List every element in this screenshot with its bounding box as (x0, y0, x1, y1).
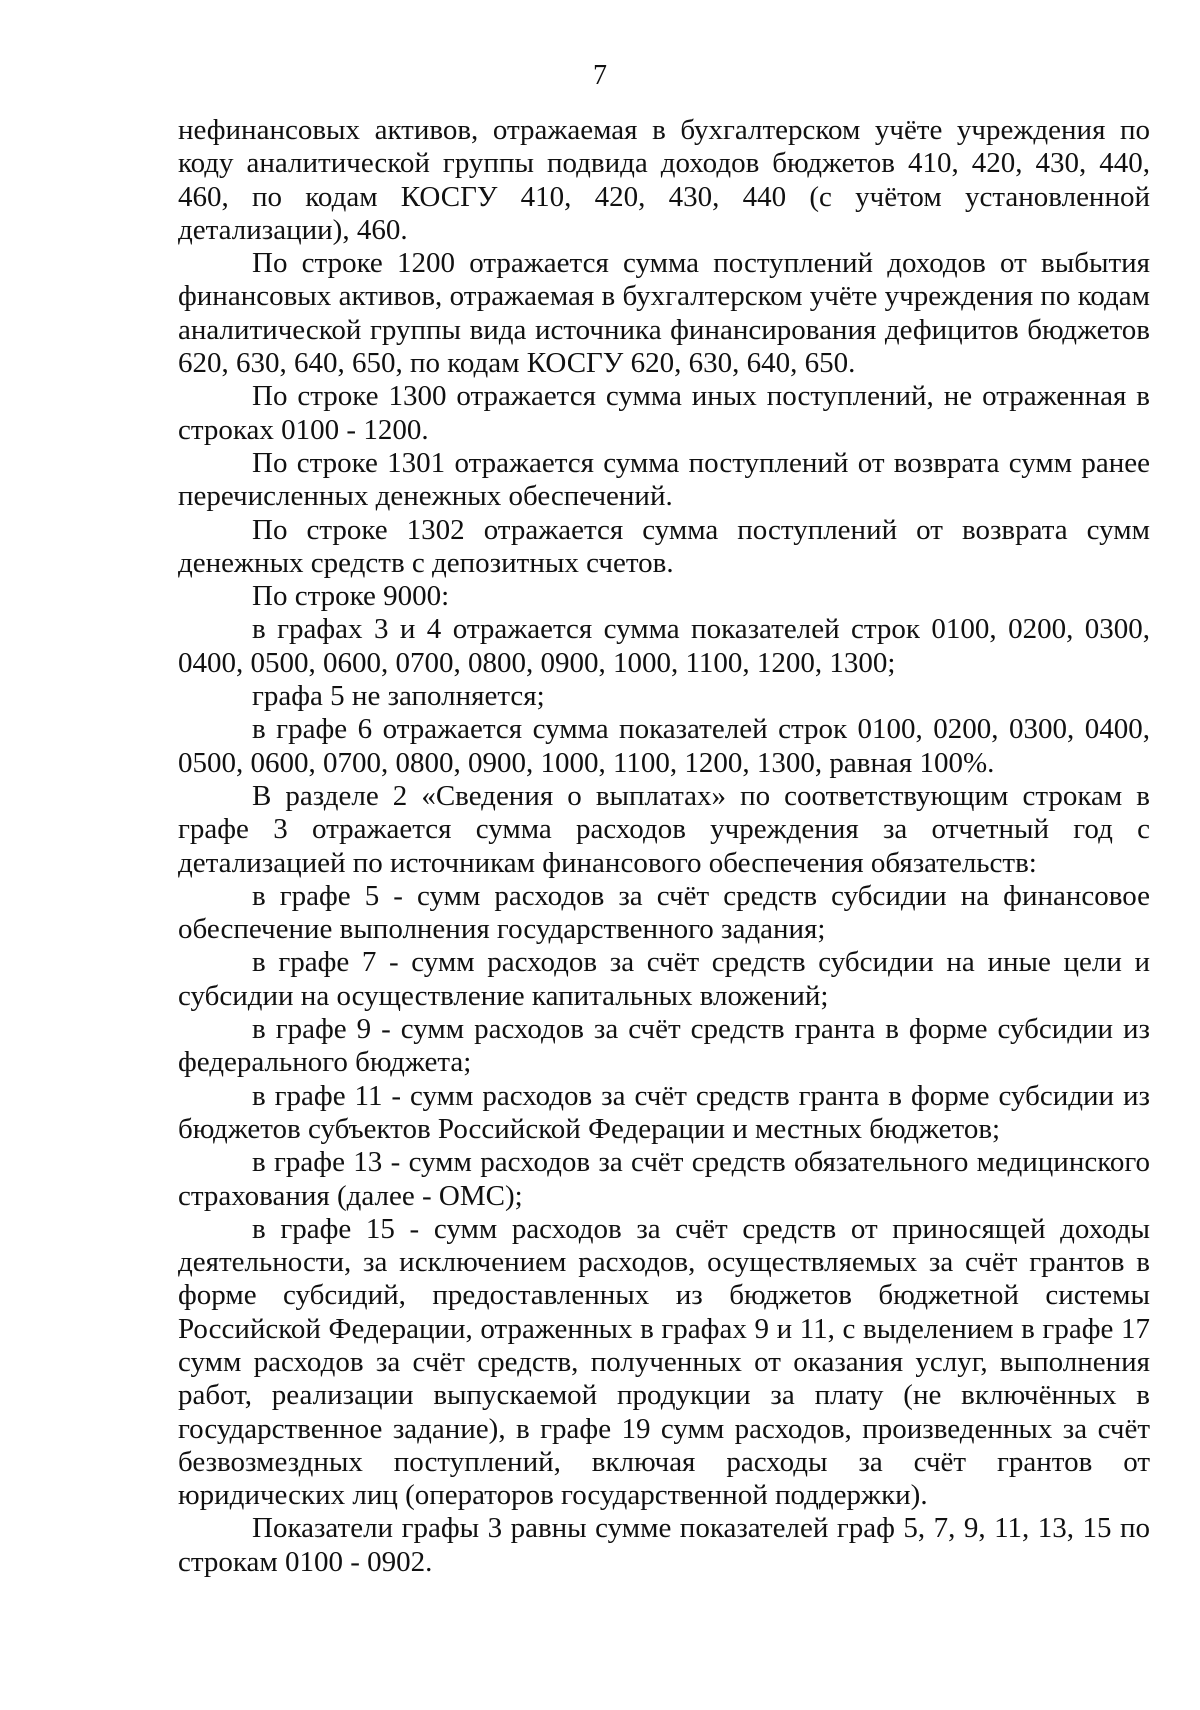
paragraph: По строке 9000: (252, 580, 450, 613)
page-number: 7 (593, 60, 607, 91)
paragraph: По строке 1302 отражается сумма поступлений от возврата сумм денежных средств с депозитных счетов. (178, 513, 1150, 579)
paragraph: графа 5 не заполняется; (252, 680, 545, 713)
paragraph: В разделе 2 «Сведения о выплатах» по соответствующим строкам в графе 3 отражается сумма расходов учреждения за отчетный год с детализацией по источникам финансового обеспечения обязательств: (178, 779, 1150, 879)
paragraph: По строке 1300 отражается сумма иных поступлений, не отраженная в строках 0100 - 1200. (178, 380, 1150, 446)
paragraph: в графе 7 - сумм расходов за счёт средств субсидии на иные цели и субсидии на осуществление капитальных вложений; (178, 946, 1150, 1012)
paragraph: в графах 3 и 4 отражается сумма показателей строк 0100, 0200, 0300, 0400, 0500, 0600, 0700, 0800, 0900, 1000, 1100, 1200, 1300; (178, 613, 1150, 679)
paragraph: нефинансовых активов, отражаемая в бухгалтерском учёте учреждения по коду аналитической группы подвида доходов бюджетов 410, 420, 430, 440, 460, по кодам КОСГУ 410, 420, 430, 440 (с учётом установленной детализации), 460. (178, 114, 1150, 246)
paragraph: По строке 1301 отражается сумма поступлений от возврата сумм ранее перечисленных денежных обеспечений. (178, 446, 1150, 513)
paragraph: в графе 5 - сумм расходов за счёт средств субсидии на финансовое обеспечение выполнения государственного задания; (178, 879, 1150, 946)
paragraph: в графе 9 - сумм расходов за счёт средств гранта в форме субсидии из федерального бюджета; (178, 1013, 1150, 1079)
paragraph: в графе 13 - сумм расходов за счёт средств обязательного медицинского страхования (далее - ОМС); (178, 1146, 1150, 1212)
document-body (178, 114, 1150, 1579)
paragraph: в графе 11 - сумм расходов за счёт средств гранта в форме субсидии из бюджетов субъектов Российской Федерации и местных бюджетов; (178, 1079, 1150, 1145)
paragraph: в графе 6 отражается сумма показателей строк 0100, 0200, 0300, 0400, 0500, 0600, 0700, 0800, 0900, 1000, 1100, 1200, 1300, равная 100%. (178, 713, 1150, 779)
paragraph: По строке 1200 отражается сумма поступлений доходов от выбытия финансовых активов, отражаемая в бухгалтерском учёте учреждения по кодам аналитической группы вида источника финансирования дефицитов бюджетов 620, 630, 640, 650, по кодам КОСГУ 620, 630, 640, 650. (178, 247, 1150, 380)
paragraph: Показатели графы 3 равны сумме показателей граф 5, 7, 9, 11, 13, 15 по строкам 0100 - 0902. (178, 1512, 1150, 1578)
paragraph: в графе 15 - сумм расходов за счёт средств от приносящей доходы деятельности, за исключением расходов, осуществляемых за счёт грантов в форме субсидий, предоставленных из бюджетов бюджетной системы Российской Федерации, отраженных в графах 9 и 11, с выделением в графе 17 сумм расходов за счёт средств, полученных от оказания услуг, выполнения работ, реализации выпускаемой продукции за плату (не включённых в государственное задание), в графе 19 сумм расходов, произведенных за счёт безвозмездных поступлений, включая расходы за счёт грантов от юридических лиц (операторов государственной поддержки). (178, 1212, 1150, 1512)
